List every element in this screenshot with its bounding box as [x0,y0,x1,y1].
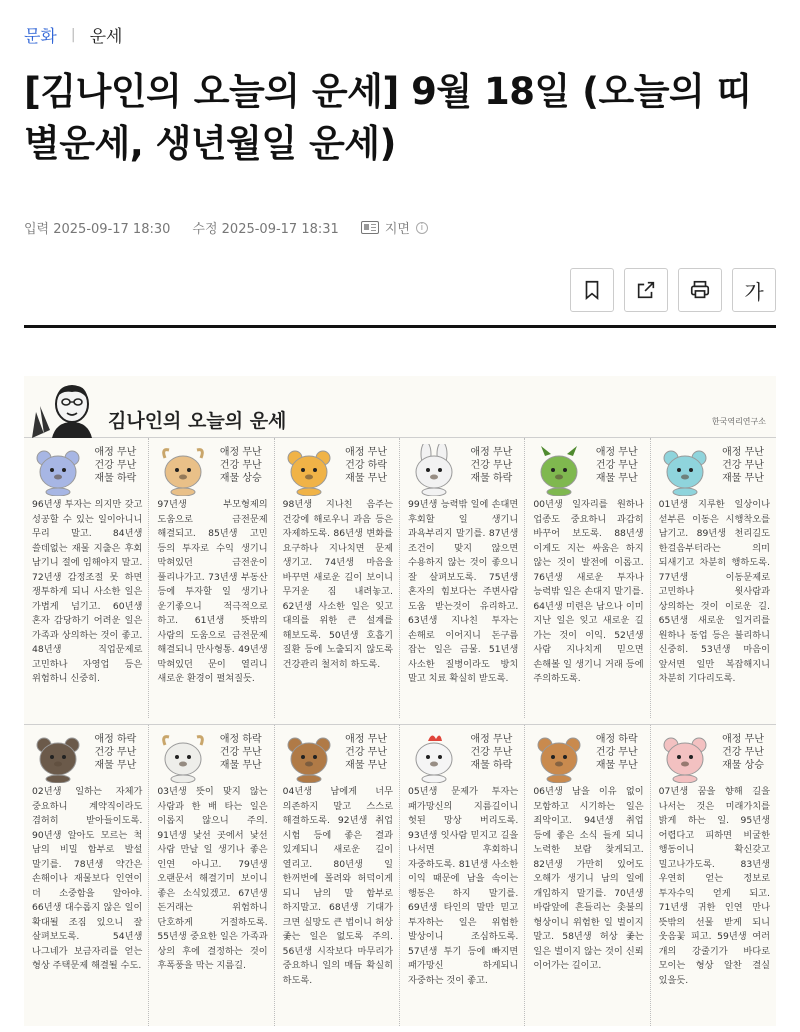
zodiac-ratings [220,446,262,485]
rabbit-icon [406,444,462,496]
rating-line: 애정 무난 [219,447,262,458]
rating-line: 건강 무난 [345,747,387,758]
breadcrumb-separator: | [70,26,76,43]
zodiac-ratings [470,733,512,772]
modified-date: 수정 2025-09-17 18:31 [192,222,339,237]
zodiac-ratings [95,446,137,485]
rating-line: 건강 무난 [595,460,638,471]
rating-line: 애정 무난 [595,447,638,458]
printer-icon [689,279,711,301]
rating-line: 애정 무난 [722,447,764,458]
breadcrumb-section-link[interactable]: 문화 [24,27,57,47]
fortune-credit: 한국역리연구소 [711,417,766,426]
breadcrumb-subsection-link[interactable]: 운세 [89,27,123,47]
bookmark-button[interactable] [570,268,614,312]
newspaper-icon [361,221,379,234]
zodiac-fortune-text: 06년생 남을 이유 없이 모함하고 시기하는 일은 죄악이고. 94년생 취업 등에 좋은 소식 들게 되니 노력한 보람 찾게되고. 82년생 가만히 있어도 오해가 생기니 남의 일에 개입하지 말기를. 70년생 바람앞에 흔들리는 촛불의 형상이니 위험한 일 벌이지 말고. 58년생 허상 좇는 일은 벌이지 않는 것이 신뢰 이어가는 길이고. [533,786,644,971]
zodiac-fortune-text: 96년생 투자는 의지만 갖고 성공할 수 있는 일이아니니 무리 말고. 84년생 쓸데없는 재물 지출은 후회 남기니 절에 임해야지 말고. 72년생 감정조절 못 하면 쟁투하게 되니 사소한 일은 가볍게 넘기고. 60년생 혼자 감당하기 어려운 일은 가족과 상의하는 것이 좋고. 48년생 직업문제로 고민하나 자영업 등은 위험하니 신중히. [32,499,143,684]
rat-icon [30,444,86,496]
zodiac-column-tiger [275,438,400,718]
article-meta [24,218,428,237]
zodiac-ratings [345,446,387,485]
zodiac-ratings [722,446,764,485]
zodiac-ratings [220,733,262,772]
rating-line: 건강 무난 [470,747,513,758]
print-button[interactable] [678,268,722,312]
rating-line: 애정 무난 [345,447,387,458]
sheep-icon [155,731,211,783]
rating-line: 애정 무난 [470,734,513,745]
rating-line: 애정 무난 [94,447,137,458]
zodiac-ratings [95,733,137,772]
zodiac-fortune-text: 99년생 능력밖 일에 손대면 후회할 일 생기니 과욕부리지 말기를. 87년생 조건이 맞지 않으면 수용하지 않는 것이 좋으니 잘 살펴보도록. 75년생 혼자의 힘보다는 주변사람 도움 받는것이 유리하고. 63년생 지나친 투자는 손해로 이어지니 돈구름 잡는 일은 금물. 51년생 사소한 질병이라도 방치 말고 치료 확실히 받도록. [407,499,519,684]
zodiac-column-pig [651,725,776,1026]
rating-line: 건강 무난 [595,747,638,758]
zodiac-fortune-text: 97년생 부모형제의 도움으로 금전문제 해결되고. 85년생 고민 등의 투자로 수익 생기니 막혀있던 금전운이 풀리나가고. 73년생 부동산 등에 투자할 일 생기나 운기좋으니 적극적으로 하고. 61년생 뜻밖의 사람의 도움으로 금전문제 해결되니 만사형통. 49년생 막혀있던 문이 열리니 새로운 환경이 펼쳐질듯. [157,499,268,684]
monkey-icon [281,731,337,783]
zodiac-column-monkey [275,725,400,1026]
header-divider [24,325,776,328]
rating-line: 재물 하락 [470,473,513,484]
zodiac-column-rooster [400,725,525,1026]
zodiac-column-ox [149,438,274,718]
dragon-icon [531,444,587,496]
article-headline: [김나인의 오늘의 운세] 9월 18일 (오늘의 띠별운세, 생년월일 운세) [24,70,752,165]
zodiac-column-sheep [149,725,274,1026]
zodiac-column-horse [24,725,149,1026]
zodiac-fortune-text: 98년생 지나친 음주는 건강에 해로우니 과음 등은 자제하도록. 86년생 변화를 요구하나 지나치면 문제 생기고. 74년생 마음을 바꾸면 새로운 길이 보이니 무거운 짐 내려놓고. 62년생 사소한 일은 잊고 대의를 위한 큰 설계를 해보도록. 50년생 호흡기 질환 등에 노출되지 않도록 건강관리 철저히 하도록. [282,499,393,670]
fortune-image [24,376,776,1026]
rating-line: 재물 무난 [595,760,638,771]
breadcrumb [24,22,122,47]
rating-line: 재물 무난 [94,760,137,771]
zodiac-column-rabbit [400,438,525,718]
bookmark-icon [581,279,603,301]
rating-line: 재물 무난 [595,473,638,484]
paper-edition-label[interactable]: 지면 [384,222,410,237]
rating-line: 건강 무난 [94,747,137,758]
zodiac-fortune-text: 04년생 남에게 너무 의존하지 말고 스스로 해결하도록. 92년생 취업 시험 등에 좋은 결과 있게되니 새로운 길이 열리고. 80년생 일 한꺼번에 몰려와 허덕이게 되니 남의 말 함부로 하지말고. 68년생 기대가 크면 실망도 큰 법이니 허상 좇는 일은 없도록 주의. 56년생 시작보다 마무리가 중요하니 일의 매듭 확실히 하도록. [282,786,393,986]
rating-line: 건강 무난 [94,460,137,471]
fortune-header [24,376,776,438]
tiger-icon [281,444,337,496]
rating-line: 건강 무난 [219,747,262,758]
rating-line: 건강 무난 [722,747,764,758]
zodiac-fortune-text: 02년생 일하는 자체가 중요하니 계약직이라도 겸허히 받아들이도록. 90년생 알아도 모르는 척 남의 비밀 함부로 발설 말기를. 78년생 약간은 손해이나 재물보다 인연이 더 소중함을 알아야. 66년생 대수롭지 않은 일이 확대될 조짐 있으니 잘 살펴보도록. 54년생 나그네가 보금자리를 얻는 형상 주택문제 해결될 수도. [32,786,143,971]
rating-line: 재물 상승 [722,760,764,771]
zodiac-column-dragon [525,438,650,718]
rooster-icon [406,731,462,783]
article-toolbar [570,268,776,312]
rating-line: 애정 무난 [722,734,764,745]
zodiac-row-bottom [24,724,776,1026]
snake-icon [657,444,713,496]
zodiac-fortune-text: 01년생 지루한 일상이나 섣부른 이동은 시행착오를 남기고. 89년생 천리길도 한걸음부터라는 의미 되새기고 차분히 행하도록. 77년생 이동문제로 고민하나 윗사람과 상의하는 것이 이로운 길. 65년생 새로운 일거리를 원하나 동업 등은 불리하니 신중히. 53년생 마음이 앞서면 일만 복잡해지니 차분히 기다리도록. [658,499,770,684]
zodiac-fortune-text: 07년생 꿈을 향해 길을 나서는 것은 미래가치를 밝게 하는 일. 95년생 어렵다고 피하면 비굴한 행동이니 확신갖고 밀고나가도록. 83년생 우연히 얻는 정보로 투자수익 얻게 되고. 71년생 귀한 인연 만나 뜻밖의 선물 받게 되니 웃음꽃 피고. 59년생 여러 개의 강줄기가 바다로 모이는 형상 알찬 결실 있을듯. [658,786,770,986]
published-date: 입력 2025-09-17 18:30 [24,222,171,237]
rating-line: 재물 상승 [219,473,262,484]
zodiac-ratings [722,733,764,772]
zodiac-ratings [596,733,638,772]
rating-line: 건강 무난 [219,460,262,471]
zodiac-row-top [24,438,776,718]
rating-line: 재물 무난 [219,760,262,771]
share-button[interactable] [624,268,668,312]
font-size-button[interactable]: 가 [732,268,776,312]
fortune-title: 김나인의 오늘의 운세 [108,410,287,432]
zodiac-ratings [596,446,638,485]
rating-line: 애정 하락 [595,734,638,745]
rating-line: 재물 무난 [345,760,387,771]
pig-icon [657,731,713,783]
zodiac-ratings [470,446,512,485]
zodiac-fortune-text: 03년생 뜻이 맞지 않는 사람과 한 배 타는 일은 이롭지 않으니 주의. 91년생 낯선 곳에서 낯선 사람 만날 일 생기나 좋은 인연 아니고. 79년생 오랜문서 해결기미 보이니 좋은 소식있겠고. 67년생 돈거래는 위험하니 단호하게 거절하도록. 55년생 중요한 일은 가족과 상의 후에 결정하는 것이 후폭풍을 막는 지름길. [157,786,268,971]
zodiac-fortune-text: 05년생 문제가 투자는 패가망신의 지름길이니 헛된 망상 버리도록. 93년생 잇사람 믿지고 길을 나서면 후회하니 자중하도록. 81년생 사소한 이익 때문에 남을 속이는 행동은 하지 말기를. 69년생 타인의 말만 믿고 투자하는 일은 위험한 발상이니 조심하도록. 57년생 투기 등에 빠지면 패가망신 하게되니 자중하는 것이 좋고. [407,786,519,986]
rating-line: 재물 하락 [470,760,513,771]
zodiac-column-snake [651,438,776,718]
ox-icon [155,444,211,496]
zodiac-fortune-text: 00년생 일자리를 원하나 업종도 중요하니 과감히 바꾸어 보도록. 88년생 이게도 지는 싸움은 하지 않는 것이 발전에 이롭고. 76년생 새로운 투자나 능력밖 일은 손대지 말기를. 64년생 미련은 남으나 이미 지난 일은 잊고 새로운 길 가는 것이 이익. 52년생 사람 지나치게 믿으면 손해볼 일 생기니 거래 등에 주의하도록. [533,499,644,684]
info-icon[interactable]: i [416,222,428,234]
zodiac-ratings [345,733,387,772]
rating-line: 애정 무난 [345,734,387,745]
share-icon [635,279,657,301]
zodiac-column-dog [525,725,650,1026]
rating-line: 재물 하락 [94,473,137,484]
rating-line: 건강 무난 [722,460,764,471]
rating-line: 재물 무난 [722,473,764,484]
rating-line: 재물 무난 [345,473,387,484]
dog-icon [531,731,587,783]
author-portrait-illustration [30,382,100,438]
rating-line: 건강 무난 [470,460,513,471]
rating-line: 애정 하락 [94,734,137,745]
rating-line: 애정 무난 [470,447,513,458]
rating-line: 건강 하락 [345,460,387,471]
zodiac-column-rat [24,438,149,718]
rating-line: 애정 하락 [219,734,262,745]
horse-icon [30,731,86,783]
